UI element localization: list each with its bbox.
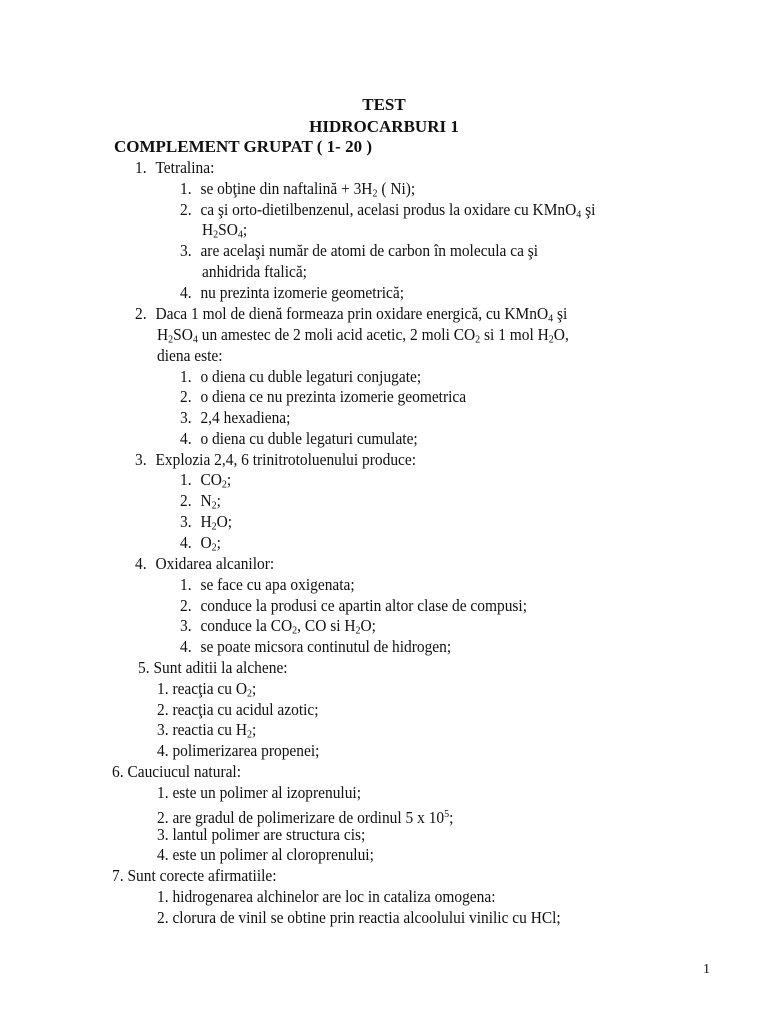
q4-option-4: 4. se poate micsora continutul de hidrogen;	[180, 637, 452, 656]
q1-option-3-cont: anhidrida ftalică;	[202, 262, 307, 281]
question-3: 3. Explozia 2,4, 6 trinitrotoluenului produce:	[135, 450, 417, 469]
doc-subtitle: HIDROCARBURI 1	[309, 117, 459, 136]
q3-option-3: 3. $H_2O$;	[180, 512, 233, 533]
question-2: 2. Daca 1 mol de dienă formeaza prin oxidare energică, cu KMnO$_4$ şi	[135, 304, 568, 325]
q7-option-1: 1. hidrogenarea alchinelor are loc in cataliza omogena:	[157, 887, 496, 906]
q6-option-1: 1. este un polimer al izoprenului;	[157, 783, 362, 802]
question-4: 4. Oxidarea alcanilor:	[135, 554, 275, 573]
q2-option-1: 1. o diena cu duble legaturi conjugate;	[180, 367, 422, 386]
question-2-line-3: diena este:	[157, 346, 223, 365]
q6-option-3: 3. lantul polimer are structura cis;	[157, 825, 366, 844]
question-7: 7. Sunt corecte afirmatiile:	[112, 866, 277, 885]
q4-option-1: 1. se face cu apa oxigenata;	[180, 575, 355, 594]
q5-option-1: 1. reacţia cu $O_2$;	[157, 679, 257, 700]
doc-title: TEST	[362, 95, 406, 114]
q5-option-2: 2. reacţia cu acidul azotic;	[157, 700, 319, 719]
q4-option-3: 3. conduce la $CO_2$, CO si $H_2O$;	[180, 616, 376, 637]
question-2-line-2: $H_2SO_4$ un amestec de 2 moli acid acetic, 2 moli $CO_2$ si 1 mol $H_2O$,	[157, 325, 569, 346]
q2-option-4: 4. o diena cu duble legaturi cumulate;	[180, 429, 418, 448]
q3-option-1: 1. $CO_2$;	[180, 470, 232, 491]
question-1: 1. Tetralina:	[135, 158, 215, 177]
q1-option-3: 3. are acelaşi număr de atomi de carbon în molecula ca şi	[180, 241, 539, 260]
q1-option-2-cont: $H_2SO_4$;	[202, 220, 248, 241]
question-6: 6. Cauciucul natural:	[112, 762, 242, 781]
q2-option-2: 2. o diena ce nu prezinta izomerie geometrica	[180, 387, 467, 406]
q1-option-2: 2. ca şi orto-dietilbenzenul, acelasi produs la oxidare cu KMnO$_4$ şi	[180, 200, 596, 221]
q1-option-4: 4. nu prezinta izomerie geometrică;	[180, 283, 404, 302]
q2-option-3: 3. 2,4 hexadiena;	[180, 408, 291, 427]
q7-option-2: 2. clorura de vinil se obtine prin reactia alcoolului vinilic cu HCl;	[157, 908, 561, 927]
q6-option-4: 4. este un polimer al cloroprenului;	[157, 845, 374, 864]
q5-option-3: 3. reactia cu $H_2$;	[157, 720, 257, 741]
q4-option-2: 2. conduce la produsi ce apartin altor clase de compusi;	[180, 596, 527, 615]
q6-option-2: 2. are gradul de polimerizare de ordinul 5 x $10^5$;	[157, 807, 454, 827]
q3-option-4: 4. $O_2$;	[180, 533, 221, 554]
q1-option-1: 1. se obţine din naftalină + $3H_2$ ( Ni);	[180, 179, 416, 200]
page-number: 1	[703, 962, 710, 977]
question-5: 5. Sunt aditii la alchene:	[138, 658, 288, 677]
q5-option-4: 4. polimerizarea propenei;	[157, 741, 320, 760]
q3-option-2: 2. $N_2$;	[180, 491, 221, 512]
section-heading: COMPLEMENT GRUPAT ( 1- 20 )	[114, 137, 372, 156]
